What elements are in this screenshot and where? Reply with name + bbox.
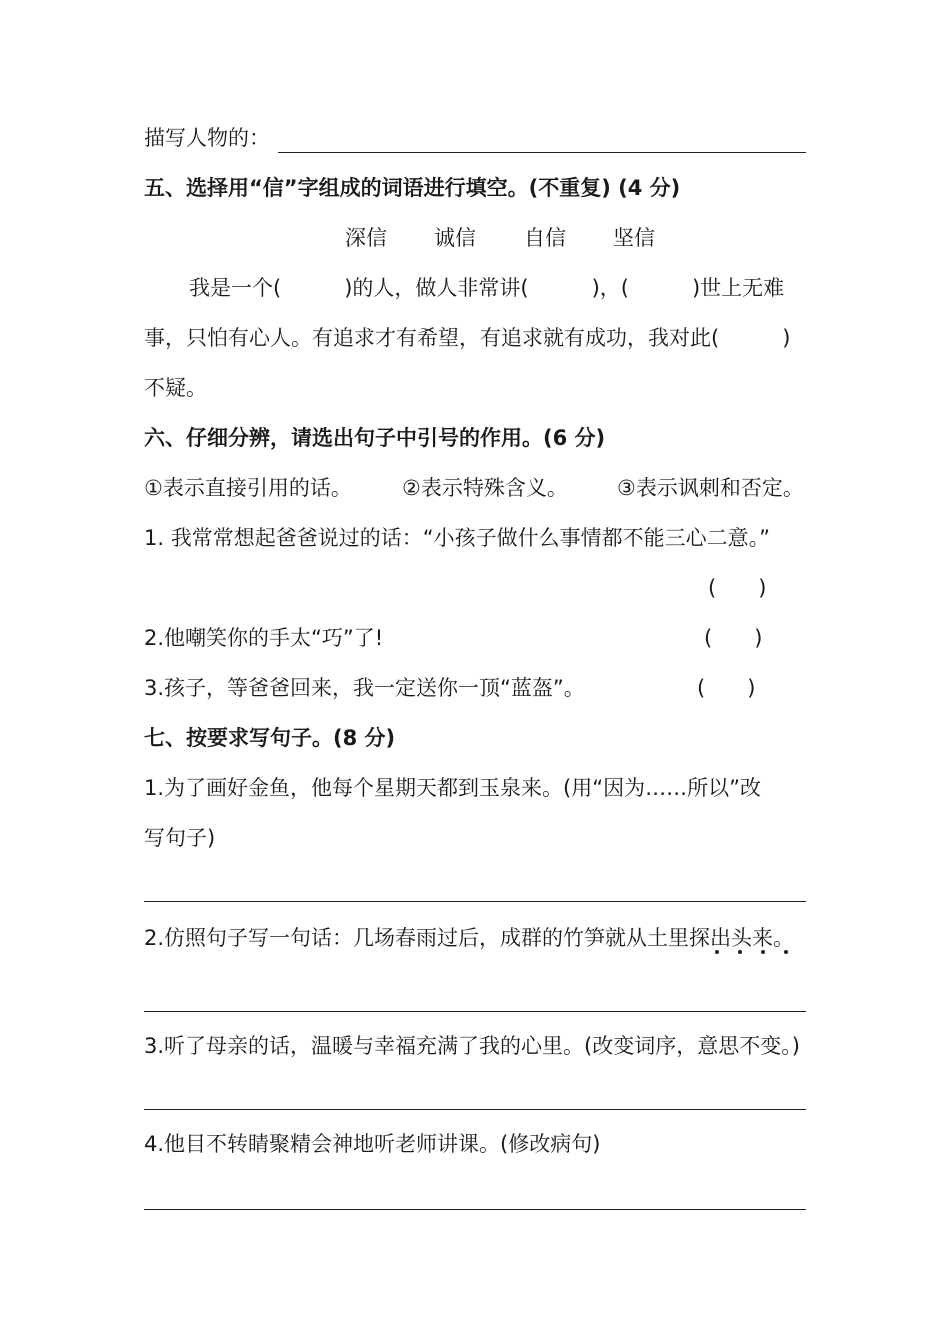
word-option-4: 坚信: [613, 226, 655, 250]
word-option-2: 诚信: [434, 226, 476, 250]
section5-paragraph-line3: 不疑。: [144, 376, 207, 400]
answer-blank-q3[interactable]: ( ): [697, 676, 756, 700]
answer-blank-q2[interactable]: ( ): [704, 626, 763, 650]
section7-question-4: 4.他目不转睛聚精会神地听老师讲课。(修改病句): [144, 1132, 601, 1156]
section6-title: 六、仔细分辨，请选出句子中引号的作用。(6 分): [144, 426, 606, 450]
answer-blank-q1[interactable]: ( ): [708, 576, 767, 600]
section6-question-3: 3.孩子，等爸爸回来，我一定送你一顶“蓝盔”。: [144, 676, 585, 700]
section7-question-1-line2: 写句子): [144, 826, 216, 850]
section6-question-1: 1. 我常常想起爸爸说过的话：“小孩子做什么事情都不能三心二意。”: [144, 526, 770, 550]
describe-character-label: 描写人物的：: [144, 126, 270, 150]
answer-line-q1[interactable]: [144, 901, 806, 902]
quote-function-option-2: ②表示特殊含义。: [402, 476, 568, 500]
section5-title: 五、选择用“信”字组成的词语进行填空。(不重复) (4 分): [144, 176, 681, 200]
word-option-3: 自信: [524, 226, 566, 250]
quote-function-option-3: ③表示讽刺和否定。: [617, 476, 804, 500]
answer-line-q2[interactable]: [144, 1011, 806, 1012]
emphasis-dot: [715, 950, 719, 954]
section5-paragraph-line1: 我是一个( )的人，做人非常讲( )，( )世上无难: [189, 276, 785, 300]
section7-question-1-line1: 1.为了画好金鱼，他每个星期天都到玉泉来。(用“因为……所以”改: [144, 776, 761, 800]
section5-paragraph-line2: 事，只怕有心人。有追求才有希望，有追求就有成功，我对此( ): [144, 326, 791, 350]
answer-line-q3[interactable]: [144, 1109, 806, 1110]
word-option-1: 深信: [345, 226, 387, 250]
section7-title: 七、按要求写句子。(8 分): [144, 726, 396, 750]
section7-question-2: 2.仿照句子写一句话：几场春雨过后，成群的竹笋就从土里探出头来。: [144, 926, 795, 950]
section7-question-3: 3.听了母亲的话，温暖与幸福充满了我的心里。(改变词序，意思不变。): [144, 1034, 800, 1058]
emphasis-dot: [761, 950, 765, 954]
answer-line-q4[interactable]: [144, 1209, 806, 1210]
emphasis-dot: [784, 950, 788, 954]
section6-question-2: 2.他嘲笑你的手太“巧”了!: [144, 626, 384, 650]
emphasis-dot: [738, 950, 742, 954]
quote-function-option-1: ①表示直接引用的话。: [144, 476, 352, 500]
answer-line-describe[interactable]: [278, 152, 806, 153]
